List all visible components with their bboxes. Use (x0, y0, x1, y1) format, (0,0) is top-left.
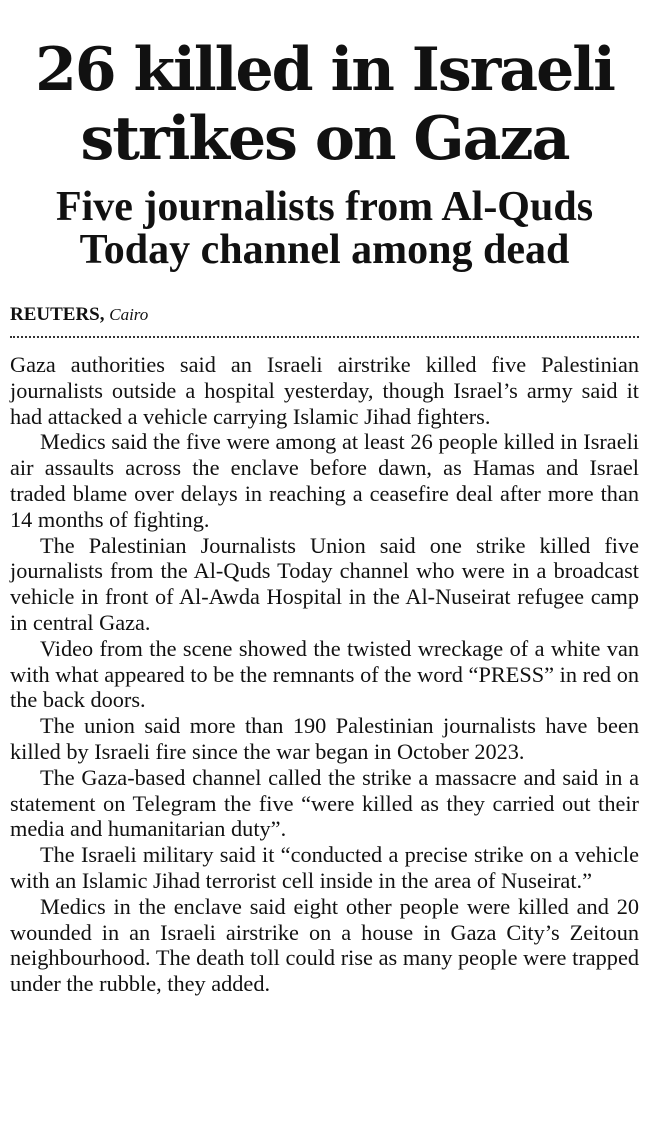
paragraph: The Palestinian Journalists Union said one strike killed five journalists from the Al-Quds Today channel who were in a broadcast vehicle in front of Al-Awda Hospital in the Al-Nuseirat refugee camp in central Gaza. (10, 532, 639, 635)
byline-agency: REUTERS, (10, 304, 105, 325)
subheadline: Five journalists from Al-Quds Today channel among dead (55, 184, 594, 273)
paragraph: Gaza authorities said an Israeli airstrike killed five Palestinian journalists outside a hospital yesterday, though Israel’s army said it had attacked a vehicle carrying Islamic Jihad fighters. (10, 352, 639, 429)
paragraph: Medics in the enclave said eight other people were killed and 20 wounded in an Israeli airstrike on a house in Gaza City’s Zeitoun neighbourhood. The death toll could rise as many people were trapped under the rubble, they added. (10, 893, 639, 997)
article-body (10, 352, 639, 997)
byline (10, 304, 639, 338)
headline: 26 killed in Israeli strikes on Gaza (35, 35, 614, 174)
paragraph: The Israeli military said it “conducted a precise strike on a vehicle with an Islamic Jihad terrorist cell inside in the area of Nuseirat.” (10, 842, 639, 893)
paragraph: The Gaza-based channel called the strike a massacre and said in a statement on Telegram the five “were killed as they carried out their media and humanitarian duty”. (10, 764, 639, 842)
paragraph: The union said more than 190 Palestinian journalists have been killed by Israeli fire since the war began in October 2023. (10, 713, 639, 764)
byline-location: Cairo (109, 305, 149, 324)
paragraph: Medics said the five were among at least 26 people killed in Israeli air assaults across the enclave before dawn, as Hamas and Israel traded blame over delays in reaching a ceasefire deal after more than 14 months of fighting. (10, 429, 639, 532)
paragraph: Video from the scene showed the twisted wreckage of a white van with what appeared to be the remnants of the word “PRESS” in red on the back doors. (10, 635, 639, 713)
